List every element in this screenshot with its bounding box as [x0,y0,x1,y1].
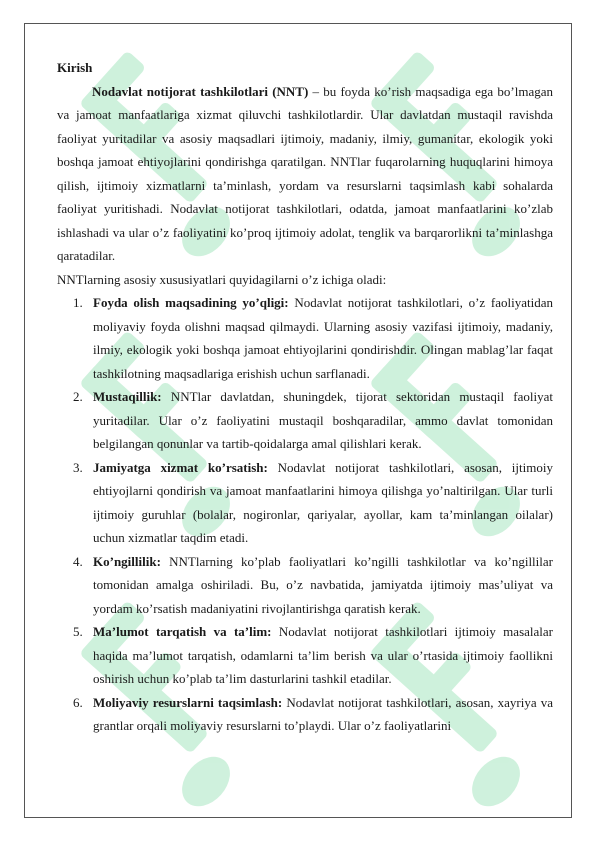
list-item [57,620,553,691]
list-number: 6. [73,694,83,710]
list-item-text: Nodavlat notijorat tashkilotlari ijtimoiy masalalar haqida ma’lumot tarqatish, odamlarni ta’lim berish va ular o’rtasida ijtimoiy faollikni oshirish uchun ko’plab ta’lim dasturlarini tashkil etadilar. [93,624,553,686]
list-item-text: Nodavlat notijorat tashkilotlari, o’z faoliyatidan moliyaviy foyda olishni maqsad qilmaydi. Ularning asosiy vazifasi ijtimoiy, madaniy, ilmiy, ekologik yoki boshqa jamoat ehtiyojlarini qondirishdir. Olingan mablag’lar faqat tashkilotning maqsadlariga erishish uchun sarflanadi. [93,295,553,381]
list-number: 2. [73,389,83,404]
list-intro: NNTlarning asosiy xususiyatlari quyidagilarni o’z ichiga oladi: [57,271,387,287]
list-item [57,691,553,738]
list-number: 5. [73,624,83,639]
list-item-text: NNTlarning ko’plab faoliyatlari ko’ngilli tashkilotlar va ko’ngillilar tomonidan amalga oshiriladi. Bu, o’z navbatida, jamiyatda ijtimoiy mas’uliyat va yordam ko’rsatish madaniyatini rivojlantirishga qaratish kerak. [93,553,553,616]
list-number: 1. [73,295,83,310]
list-item [57,385,553,456]
list-item-text: Nodavlat notijorat tashkilotlari, asosan, ijtimoiy ehtiyojlarni qondirish va jamoat manfaatlarini himoya qilishga yo’naltirilgan. Ular turli ijtimoiy guruhlar (bolalar, nogironlar, qariyalar, ayollar, kam ta’minlangan oilalar) uchun xizmatlar taqdim etadi. [93,459,553,545]
intro-lead: Nodavlat notijorat tashkilotlari (NNT) [92,83,309,99]
intro-paragraph [57,80,553,268]
list-item-title: Ma’lumot tarqatish va ta’lim: [93,624,272,639]
list-item [57,456,553,550]
section-heading: Kirish [57,60,93,75]
list-item [57,291,553,385]
features-list [57,291,553,738]
list-number: 3. [73,459,83,475]
list-item [57,550,553,621]
list-item-text: Nodavlat notijorat tashkilotlari, asosan, xayriya va grantlar orqali moliyaviy resurslarni to’playdi. Ular o’z faoliyatlarini [93,694,553,733]
document-body [57,56,553,738]
list-item-text: NNTlar davlatdan, shuningdek, tijorat sektoridan mustaqil faoliyat yuritadilar. Ular o’z faoliyatini mustaqil boshqaradilar, ammo davlat tomonidan belgilangan qonunlar va tartib-qoidalarga amal qilishlari kerak. [93,389,553,451]
list-item-title: Ko’ngillilik: [93,553,161,569]
list-item-title: Moliyaviy resurslarni taqsimlash: [93,694,283,710]
list-item-title: Foyda olish maqsadining yo’qligi: [93,295,289,310]
list-item-title: Mustaqillik: [93,389,162,404]
list-item-title: Jamiyatga xizmat ko’rsatish: [93,459,268,475]
intro-text: – bu foyda ko’rish maqsadiga ega bo’lmagan va jamoat manfaatlariga xizmat qiluvchi tashkilotlardir. Ular davlatdan mustaqil ravishda faoliyat yuritadilar va asosiy maqsadlari ijtimoiy, madaniy, ilmiy, gumanitar, ekologik yoki boshqa jamoat ehtiyojlarini qondirishga qaratilgan. NNTlar fuqarolarning huquqlarini himoya qilish, ijtimoiy xizmatlarni ta’minlash, yordam va resurslarni taqsimlash kabi sohalarda faoliyat yuritishadi. Nodavlat notijorat tashkilotlari, odatda, jamoat manfaatlarini ko’zlab ishlashadi va ular o’z faoliyatini ko’proq ijtimoiy adolat, tenglik va barqarorlikni ta’minlashga qaratadilar. [57,83,553,263]
list-number: 4. [73,553,83,569]
